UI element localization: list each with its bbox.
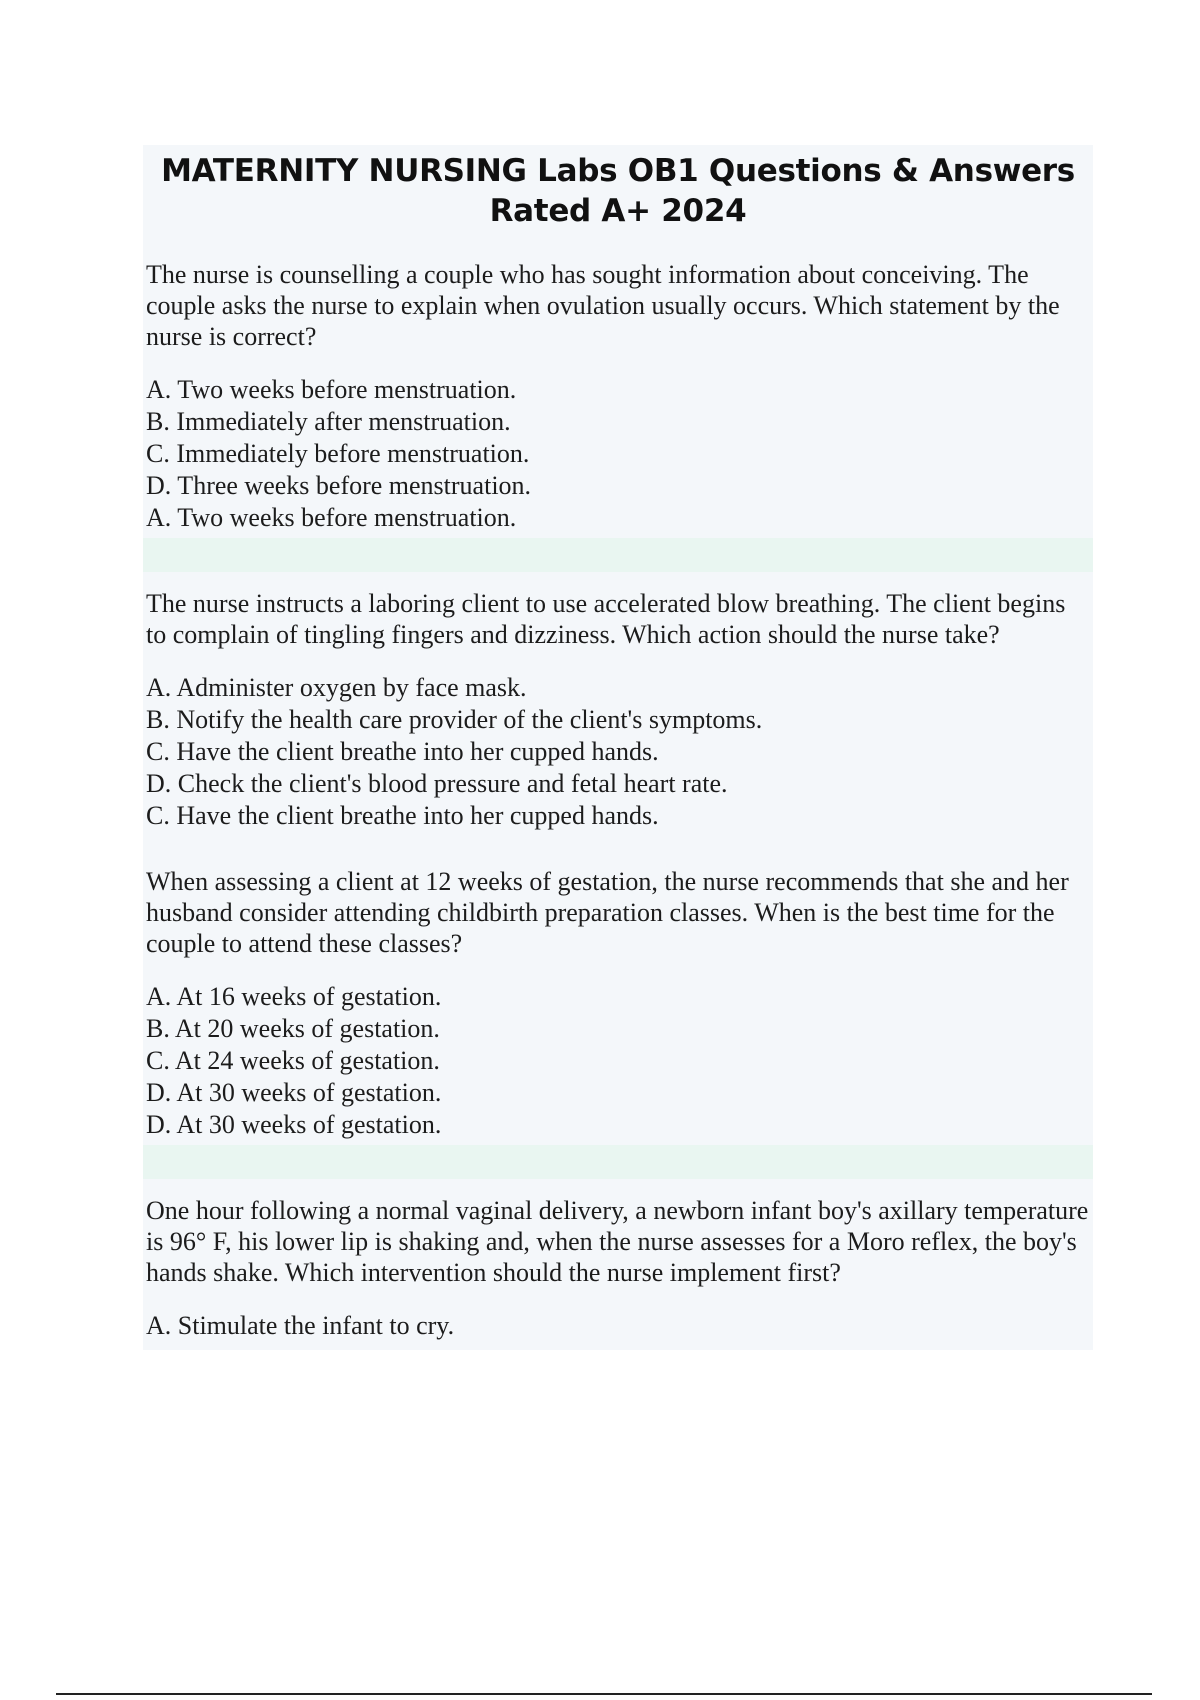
option-item: B. Notify the health care provider of the client's symptoms. [146,705,763,734]
content-bottom-padding [143,1342,1093,1350]
question-text: When assessing a client at 12 weeks of gestation, the nurse recommends that she and her husband consider attending childbirth preparation classes. When is the best time for the couple to attend these classes? [146,867,1069,958]
question-block [143,866,1093,1141]
footer-rule [56,1693,1152,1695]
option-item: A. Stimulate the infant to cry. [146,1311,455,1340]
option-item: D. Check the client's blood pressure and fetal heart rate. [146,769,728,798]
separator-space [143,832,1093,850]
option-item: B. Immediately after menstruation. [146,407,511,436]
question-text: One hour following a normal vaginal delivery, a newborn infant boy's axillary temperature is 96° F, his lower lip is shaking and, when the nurse assesses for a Moro reflex, the boy's hands shake. Which intervention should the nurse implement first? [146,1196,1089,1287]
question-block [143,259,1093,534]
option-item: D. At 30 weeks of gestation. [146,1078,442,1107]
option-item: D. Three weeks before menstruation. [146,471,532,500]
separator-band [143,538,1093,572]
question-text: The nurse is counselling a couple who has sought information about conceiving. The couple asks the nurse to explain when ovulation usually occurs. Which statement by the nurse is correct? [146,260,1060,351]
options-list [143,981,1093,1141]
question-text: The nurse instructs a laboring client to use accelerated blow breathing. The client begins to complain of tingling fingers and dizziness. Which action should the nurse take? [146,589,1066,649]
document-content [143,145,1093,1350]
question-block [143,588,1093,832]
option-item: A. Administer oxygen by face mask. [146,673,527,702]
options-list [143,374,1093,534]
answer-text: C. Have the client breathe into her cupped hands. [146,801,659,830]
option-item: B. At 20 weeks of gestation. [146,1014,440,1043]
options-list [143,1310,1093,1342]
option-item: C. Immediately before menstruation. [146,439,530,468]
answer-text: D. At 30 weeks of gestation. [146,1110,442,1139]
option-item: A. At 16 weeks of gestation. [146,982,442,1011]
option-item: C. At 24 weeks of gestation. [146,1046,440,1075]
document-title: MATERNITY NURSING Labs OB1 Questions & Answers Rated A+ 2024 [161,153,1075,229]
question-block [143,1195,1093,1342]
separator-band [143,1145,1093,1179]
options-list [143,672,1093,832]
answer-text: A. Two weeks before menstruation. [146,503,517,532]
option-item: A. Two weeks before menstruation. [146,375,517,404]
option-item: C. Have the client breathe into her cupped hands. [146,737,659,766]
